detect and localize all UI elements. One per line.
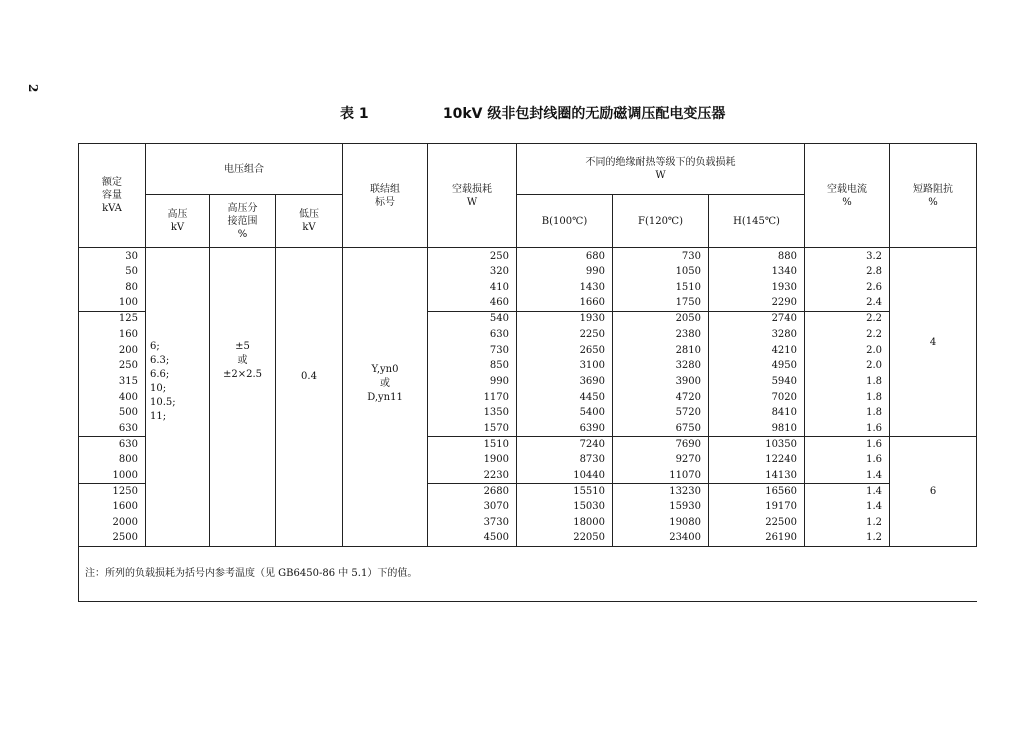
cell-no-load-loss: 990 — [428, 374, 517, 390]
header-load-loss — [517, 144, 805, 195]
cell-load-loss-f: 19080 — [613, 515, 709, 531]
cell-load-loss-f: 1750 — [613, 296, 709, 312]
cell-capacity: 125 — [79, 311, 146, 327]
cell-capacity: 630 — [79, 437, 146, 453]
cell-no-load-current: 1.6 — [805, 437, 890, 453]
cell-no-load-loss: 2230 — [428, 468, 517, 484]
header-connection — [343, 144, 428, 248]
cell-impedance-4: 4 — [890, 248, 977, 437]
header-no-load-loss — [428, 144, 517, 248]
cell-no-load-current: 2.0 — [805, 358, 890, 374]
header-text: 不同的绝缘耐热等级下的负载损耗 — [585, 157, 736, 168]
hv-value: 11; — [150, 411, 167, 422]
table-body — [79, 248, 977, 547]
header-unit: % — [842, 196, 852, 208]
cell-no-load-current: 2.2 — [805, 327, 890, 343]
cell-load-loss-b: 18000 — [517, 515, 613, 531]
header-text: 标号 — [375, 196, 396, 208]
cell-no-load-current: 1.4 — [805, 499, 890, 515]
cell-load-loss-h: 19170 — [709, 499, 805, 515]
cell-no-load-loss: 2680 — [428, 484, 517, 500]
header-text: 低压 — [299, 209, 319, 220]
table-title — [340, 103, 725, 123]
cell-capacity: 800 — [79, 452, 146, 468]
header-class-b: B(100℃) — [517, 195, 613, 248]
hv-value: 6; — [150, 341, 160, 352]
cell-load-loss-b: 2250 — [517, 327, 613, 343]
cell-lv-value: 0.4 — [276, 248, 343, 547]
header-text: 空载损耗 — [452, 183, 493, 195]
transformer-spec-table — [78, 143, 977, 602]
cell-load-loss-h: 14130 — [709, 468, 805, 484]
cell-load-loss-h: 16560 — [709, 484, 805, 500]
cell-load-loss-b: 22050 — [517, 531, 613, 547]
cell-no-load-current: 1.2 — [805, 531, 890, 547]
cell-no-load-current: 1.6 — [805, 452, 890, 468]
cell-load-loss-h: 26190 — [709, 531, 805, 547]
cell-no-load-current: 3.2 — [805, 248, 890, 265]
connection-value: 或 — [380, 378, 391, 389]
cell-load-loss-b: 5400 — [517, 405, 613, 421]
cell-load-loss-b: 1660 — [517, 296, 613, 312]
cell-tap-range — [210, 248, 276, 547]
header-unit: kV — [170, 222, 185, 233]
cell-no-load-loss: 1900 — [428, 452, 517, 468]
cell-no-load-loss: 3730 — [428, 515, 517, 531]
header-rated-capacity — [79, 144, 146, 248]
cell-load-loss-h: 2740 — [709, 311, 805, 327]
cell-capacity: 30 — [79, 248, 146, 265]
cell-load-loss-b: 2650 — [517, 343, 613, 359]
cell-load-loss-h: 880 — [709, 248, 805, 265]
cell-load-loss-f: 2810 — [613, 343, 709, 359]
header-text: 容量 — [102, 190, 122, 201]
cell-load-loss-h: 3280 — [709, 327, 805, 343]
hv-value: 6.6; — [150, 369, 170, 380]
cell-no-load-loss: 630 — [428, 327, 517, 343]
cell-no-load-loss: 730 — [428, 343, 517, 359]
cell-load-loss-b: 1930 — [517, 311, 613, 327]
cell-capacity: 2000 — [79, 515, 146, 531]
cell-load-loss-h: 4210 — [709, 343, 805, 359]
cell-load-loss-h: 12240 — [709, 452, 805, 468]
cell-no-load-current: 2.8 — [805, 264, 890, 280]
cell-no-load-current: 2.6 — [805, 280, 890, 296]
cell-no-load-loss: 1350 — [428, 405, 517, 421]
cell-load-loss-f: 23400 — [613, 531, 709, 547]
header-text: 联结组 — [370, 183, 401, 195]
cell-load-loss-b: 3100 — [517, 358, 613, 374]
cell-no-load-current: 1.8 — [805, 390, 890, 406]
cell-load-loss-b: 3690 — [517, 374, 613, 390]
cell-load-loss-f: 9270 — [613, 452, 709, 468]
cell-capacity: 200 — [79, 343, 146, 359]
cell-load-loss-b: 8730 — [517, 452, 613, 468]
header-unit: W — [655, 170, 666, 181]
cell-load-loss-b: 680 — [517, 248, 613, 265]
cell-load-loss-h: 1930 — [709, 280, 805, 296]
cell-no-load-current: 2.0 — [805, 343, 890, 359]
cell-impedance-6: 6 — [890, 437, 977, 547]
tap-value: ±2×2.5 — [222, 369, 263, 380]
cell-no-load-loss: 4500 — [428, 531, 517, 547]
cell-load-loss-f: 15930 — [613, 499, 709, 515]
cell-capacity: 100 — [79, 296, 146, 312]
cell-load-loss-f: 3280 — [613, 358, 709, 374]
table-number: 表 1 — [340, 106, 369, 122]
cell-no-load-loss: 460 — [428, 296, 517, 312]
header-impedance — [890, 144, 977, 248]
cell-no-load-loss: 3070 — [428, 499, 517, 515]
header-text: 高压分 — [227, 202, 258, 214]
header-class-h: H(145℃) — [709, 195, 805, 248]
header-lv — [276, 195, 343, 248]
cell-load-loss-f: 3900 — [613, 374, 709, 390]
cell-load-loss-h: 1340 — [709, 264, 805, 280]
cell-no-load-loss: 320 — [428, 264, 517, 280]
table-row — [79, 248, 977, 265]
cell-no-load-loss: 1170 — [428, 390, 517, 406]
cell-load-loss-b: 15510 — [517, 484, 613, 500]
tap-value: 或 — [237, 355, 248, 366]
header-text: 空载电流 — [827, 183, 868, 195]
cell-load-loss-h: 9810 — [709, 421, 805, 437]
header-hv — [146, 195, 210, 248]
cell-hv-values — [146, 248, 210, 547]
header-text: 短路阻抗 — [913, 183, 954, 195]
cell-load-loss-f: 11070 — [613, 468, 709, 484]
cell-load-loss-h: 5940 — [709, 374, 805, 390]
cell-capacity: 1250 — [79, 484, 146, 500]
cell-no-load-current: 1.4 — [805, 468, 890, 484]
hv-value: 10; — [150, 383, 167, 394]
header-class-f: F(120℃) — [613, 195, 709, 248]
cell-no-load-loss: 1570 — [428, 421, 517, 437]
cell-capacity: 80 — [79, 280, 146, 296]
cell-no-load-current: 2.4 — [805, 296, 890, 312]
cell-load-loss-f: 2380 — [613, 327, 709, 343]
cell-load-loss-f: 4720 — [613, 390, 709, 406]
header-unit: % — [237, 228, 248, 240]
cell-no-load-current: 1.6 — [805, 421, 890, 437]
cell-capacity: 630 — [79, 421, 146, 437]
cell-load-loss-f: 5720 — [613, 405, 709, 421]
header-text: 高压 — [167, 209, 188, 220]
cell-load-loss-f: 6750 — [613, 421, 709, 437]
table-note: 注：所列的负载损耗为括号内参考温度（见 GB6450-86 中 5.1）下的值。 — [79, 547, 977, 602]
cell-capacity: 1600 — [79, 499, 146, 515]
header-unit: W — [466, 196, 478, 208]
connection-value: D,yn11 — [367, 392, 403, 403]
cell-no-load-loss: 250 — [428, 248, 517, 265]
cell-no-load-loss: 540 — [428, 311, 517, 327]
cell-load-loss-f: 1050 — [613, 264, 709, 280]
cell-no-load-loss: 850 — [428, 358, 517, 374]
header-unit: kV — [302, 222, 316, 233]
hv-value: 6.3; — [150, 355, 170, 366]
cell-capacity: 315 — [79, 374, 146, 390]
cell-load-loss-f: 1510 — [613, 280, 709, 296]
header-text: 额定 — [102, 177, 122, 188]
header-unit: kVA — [102, 203, 122, 214]
table-caption: 10kV 级非包封线圈的无励磁调压配电变压器 — [442, 106, 726, 122]
cell-load-loss-f: 2050 — [613, 311, 709, 327]
cell-load-loss-b: 4450 — [517, 390, 613, 406]
header-voltage-group: 电压组合 — [146, 144, 343, 195]
tap-value: ±5 — [235, 341, 250, 352]
cell-load-loss-f: 7690 — [613, 437, 709, 453]
cell-load-loss-h: 7020 — [709, 390, 805, 406]
cell-connection — [343, 248, 428, 547]
cell-capacity: 250 — [79, 358, 146, 374]
header-text: 接范围 — [227, 215, 258, 227]
cell-capacity: 50 — [79, 264, 146, 280]
cell-capacity: 1000 — [79, 468, 146, 484]
cell-load-loss-b: 990 — [517, 264, 613, 280]
page-number: 2 — [26, 84, 40, 93]
connection-value: Y,yn0 — [371, 364, 399, 375]
cell-load-loss-h: 10350 — [709, 437, 805, 453]
cell-load-loss-b: 6390 — [517, 421, 613, 437]
cell-no-load-current: 1.4 — [805, 484, 890, 500]
cell-load-loss-h: 4950 — [709, 358, 805, 374]
cell-capacity: 2500 — [79, 531, 146, 547]
cell-no-load-loss: 410 — [428, 280, 517, 296]
cell-capacity: 500 — [79, 405, 146, 421]
cell-load-loss-b: 1430 — [517, 280, 613, 296]
cell-capacity: 400 — [79, 390, 146, 406]
cell-load-loss-h: 22500 — [709, 515, 805, 531]
cell-no-load-current: 1.2 — [805, 515, 890, 531]
cell-load-loss-f: 13230 — [613, 484, 709, 500]
header-unit: % — [928, 196, 938, 208]
header-tap-range — [210, 195, 276, 248]
cell-no-load-current: 2.2 — [805, 311, 890, 327]
cell-load-loss-b: 15030 — [517, 499, 613, 515]
cell-load-loss-b: 7240 — [517, 437, 613, 453]
cell-capacity: 160 — [79, 327, 146, 343]
header-no-load-current — [805, 144, 890, 248]
hv-value: 10.5; — [150, 397, 176, 408]
cell-load-loss-h: 8410 — [709, 405, 805, 421]
cell-no-load-current: 1.8 — [805, 374, 890, 390]
cell-load-loss-h: 2290 — [709, 296, 805, 312]
cell-no-load-loss: 1510 — [428, 437, 517, 453]
cell-no-load-current: 1.8 — [805, 405, 890, 421]
cell-load-loss-f: 730 — [613, 248, 709, 265]
cell-load-loss-b: 10440 — [517, 468, 613, 484]
